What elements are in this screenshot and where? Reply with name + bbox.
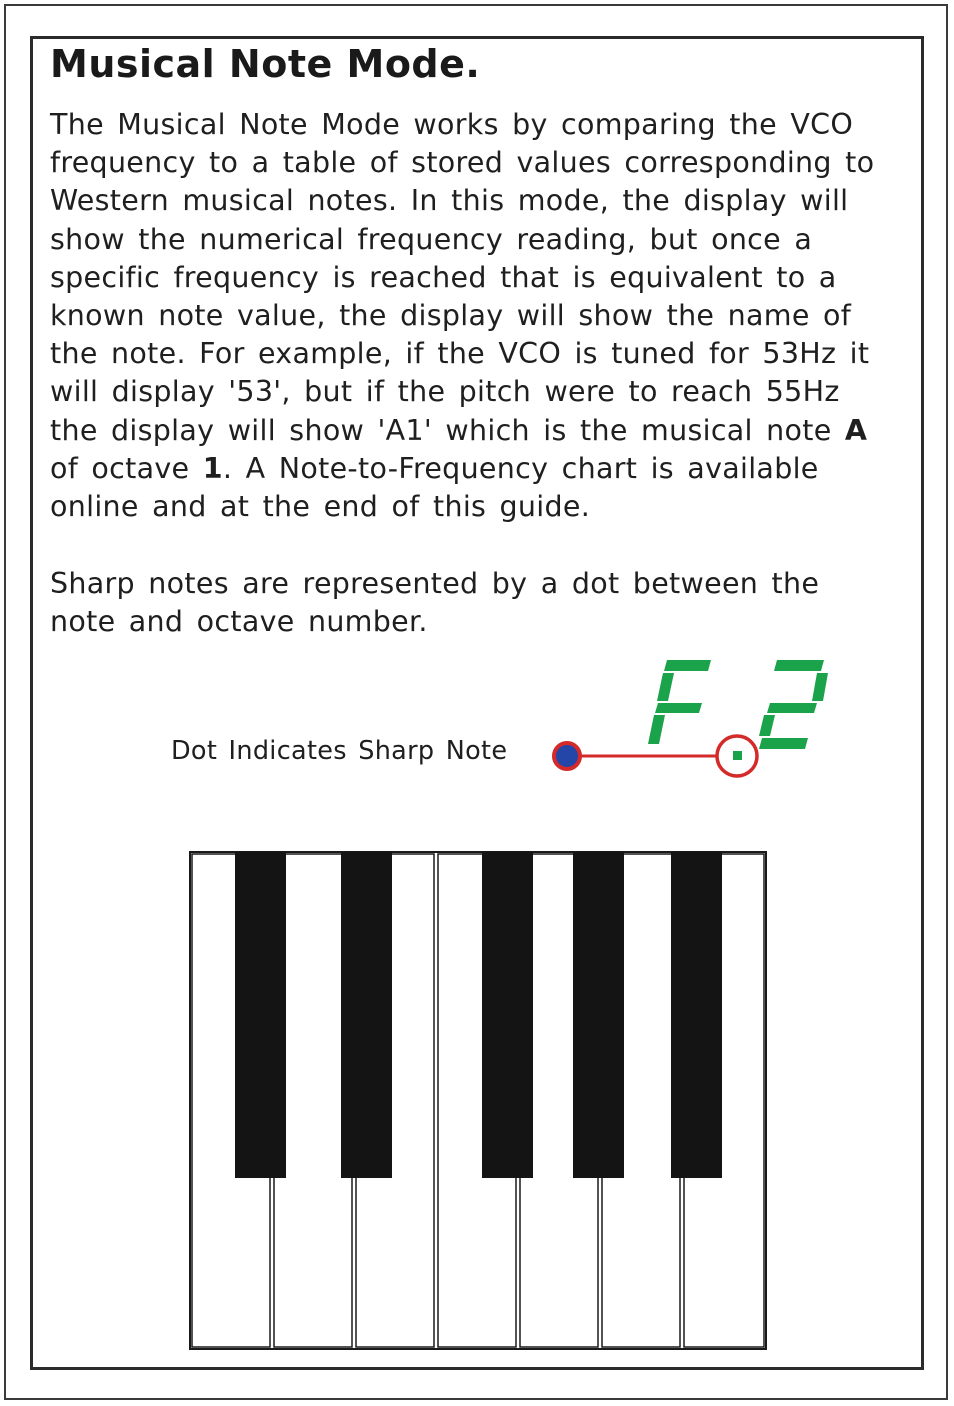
line-text: the display will show 'A1' which is the musical note xyxy=(50,413,845,447)
sharp-dot-label: Dot Indicates Sharp Note xyxy=(171,736,508,766)
note-letter-bold: A xyxy=(844,413,868,447)
line-text: of octave xyxy=(50,451,203,485)
segment-2-bottom xyxy=(759,738,808,749)
paragraph-line: Western musical notes. In this mode, the display will xyxy=(50,184,849,218)
black-key xyxy=(482,852,533,1178)
seven-segment-display xyxy=(648,660,828,760)
segment-2-upper-right xyxy=(812,673,828,701)
page-title: Musical Note Mode. xyxy=(50,42,481,86)
black-key xyxy=(671,852,722,1178)
paragraph-line: note and octave number. xyxy=(50,605,428,639)
black-key xyxy=(573,852,624,1178)
paragraph-line: specific frequency is reached that is equivalent to a xyxy=(50,260,837,294)
paragraph-line: known note value, the display will show the name of xyxy=(50,299,852,333)
black-key xyxy=(235,852,286,1178)
segment-digit-2 xyxy=(759,660,828,749)
callout-source-dot xyxy=(554,743,580,769)
black-key xyxy=(341,852,392,1178)
paragraph-line: The Musical Note Mode works by comparing the VCO xyxy=(50,108,854,141)
segment-2-middle xyxy=(767,703,817,713)
paragraph-line: online and at the end of this guide. xyxy=(50,490,591,524)
segment-2-lower-left xyxy=(759,715,775,736)
paragraph-line: show the numerical frequency reading, but once a xyxy=(50,222,813,256)
sharp-decimal-dot xyxy=(733,751,742,760)
segment-f-middle xyxy=(655,703,702,713)
segment-f-upper-left xyxy=(657,673,674,701)
segment-digit-f xyxy=(648,660,711,744)
paragraph-line: Sharp notes are represented by a dot between the xyxy=(50,567,820,600)
piano-keyboard xyxy=(190,852,766,1349)
octave-number-bold: 1 xyxy=(202,451,223,485)
segment-f-lower-left xyxy=(648,715,665,744)
line-text: . A Note-to-Frequency chart is available xyxy=(222,451,819,485)
paragraph-line: frequency to a table of stored values corresponding to xyxy=(50,146,875,180)
segment-f-top xyxy=(664,660,711,671)
segment-2-top xyxy=(774,660,824,671)
paragraph-line: the note. For example, if the VCO is tuned for 53Hz it xyxy=(50,337,870,371)
paragraph-line: will display '53', but if the pitch were to reach 55Hz xyxy=(50,375,840,409)
